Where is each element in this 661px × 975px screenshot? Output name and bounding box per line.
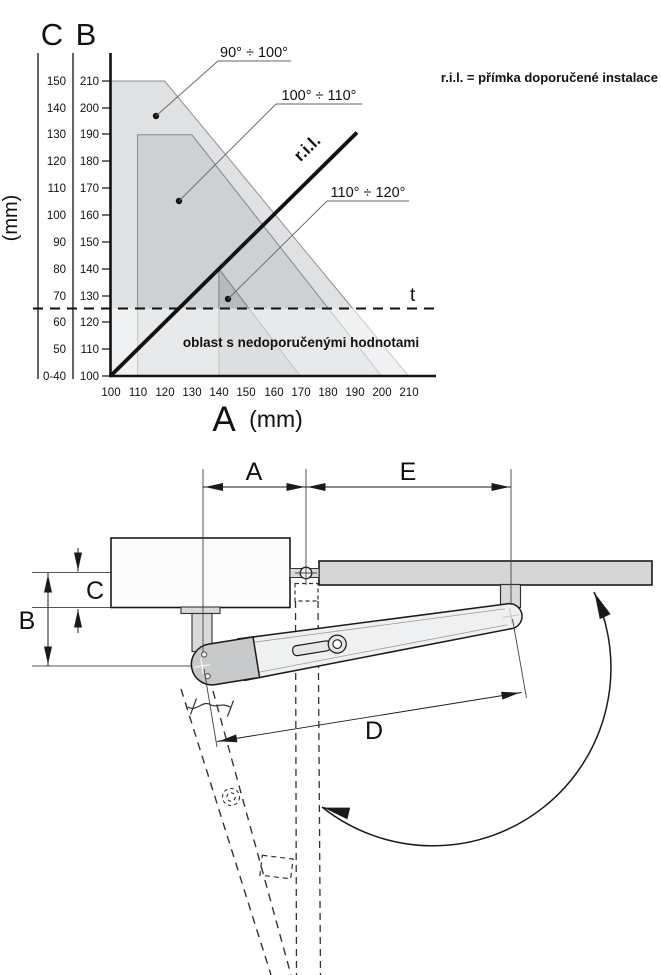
actuator-drawing — [0, 440, 661, 975]
svg-text:130: 130 — [46, 129, 66, 141]
range-label-100-110: 100° ÷ 110° — [281, 88, 357, 104]
b-axis-ticks — [102, 81, 110, 376]
svg-text:110: 110 — [128, 387, 148, 399]
installation-chart — [0, 0, 661, 440]
svg-text:120: 120 — [155, 387, 175, 399]
c-scale-labels — [43, 76, 66, 383]
gate-leaf — [319, 561, 652, 585]
dim-label-a: A — [245, 458, 263, 486]
svg-text:120: 120 — [46, 156, 66, 168]
dim-label-c: C — [85, 577, 105, 605]
svg-text:50: 50 — [53, 344, 66, 356]
svg-text:180: 180 — [79, 156, 99, 168]
x-axis-letter: A — [212, 400, 236, 439]
svg-text:190: 190 — [345, 387, 365, 399]
svg-text:0-40: 0-40 — [42, 371, 66, 383]
svg-text:200: 200 — [79, 103, 99, 115]
c-axis-letter: C — [40, 17, 64, 52]
dashed-front-bracket — [260, 855, 293, 879]
dim-label-e: E — [399, 458, 417, 486]
post-bracket-plate — [181, 607, 220, 614]
left-unit-label: (mm) — [0, 194, 22, 242]
dim-label-b: B — [18, 607, 36, 635]
svg-text:100: 100 — [79, 371, 99, 383]
svg-text:140: 140 — [79, 264, 99, 276]
svg-text:160: 160 — [79, 210, 99, 222]
svg-text:140: 140 — [46, 103, 66, 115]
svg-text:150: 150 — [236, 387, 256, 399]
range-label-90-100: 90° ÷ 100° — [220, 45, 288, 61]
svg-text:150: 150 — [46, 76, 66, 88]
svg-text:60: 60 — [53, 317, 66, 329]
chart-regions — [111, 81, 438, 376]
svg-text:160: 160 — [264, 387, 284, 399]
x-axis-unit: (mm) — [249, 406, 303, 432]
svg-text:70: 70 — [53, 291, 66, 303]
svg-text:170: 170 — [291, 387, 311, 399]
svg-text:80: 80 — [53, 264, 66, 276]
svg-text:150: 150 — [79, 237, 99, 249]
x-axis-labels — [101, 387, 418, 399]
ril-legend-note: r.i.l. = přímka doporučené instalace — [440, 70, 658, 85]
svg-text:100: 100 — [46, 210, 66, 222]
t-line-label: t — [410, 285, 416, 306]
svg-text:130: 130 — [79, 291, 99, 303]
dashed-keyhole-outer — [223, 789, 240, 806]
b-axis-letter: B — [75, 17, 97, 52]
svg-text:190: 190 — [79, 129, 99, 141]
dim-label-d: D — [364, 717, 384, 745]
svg-text:130: 130 — [182, 387, 202, 399]
forbidden-area-label: oblast s nedoporučenými hodnotami — [182, 335, 420, 350]
svg-text:210: 210 — [79, 76, 99, 88]
svg-text:100: 100 — [101, 387, 121, 399]
svg-text:110: 110 — [47, 183, 66, 195]
b-scale-labels — [80, 76, 99, 383]
svg-text:200: 200 — [372, 387, 392, 399]
svg-text:180: 180 — [318, 387, 338, 399]
rear-screw-top — [201, 652, 207, 658]
svg-text:120: 120 — [79, 317, 99, 329]
range-label-110-120: 110° ÷ 120° — [330, 185, 406, 201]
svg-text:170: 170 — [79, 183, 99, 195]
svg-text:210: 210 — [399, 387, 419, 399]
svg-text:110: 110 — [80, 344, 99, 356]
svg-text:140: 140 — [209, 387, 229, 399]
wall — [111, 538, 290, 608]
svg-text:90: 90 — [53, 237, 66, 249]
dashed-keyhole-inner — [227, 793, 235, 801]
hinge-dashed-plate — [295, 584, 318, 602]
ril-line-label: r.i.l. — [290, 131, 325, 166]
